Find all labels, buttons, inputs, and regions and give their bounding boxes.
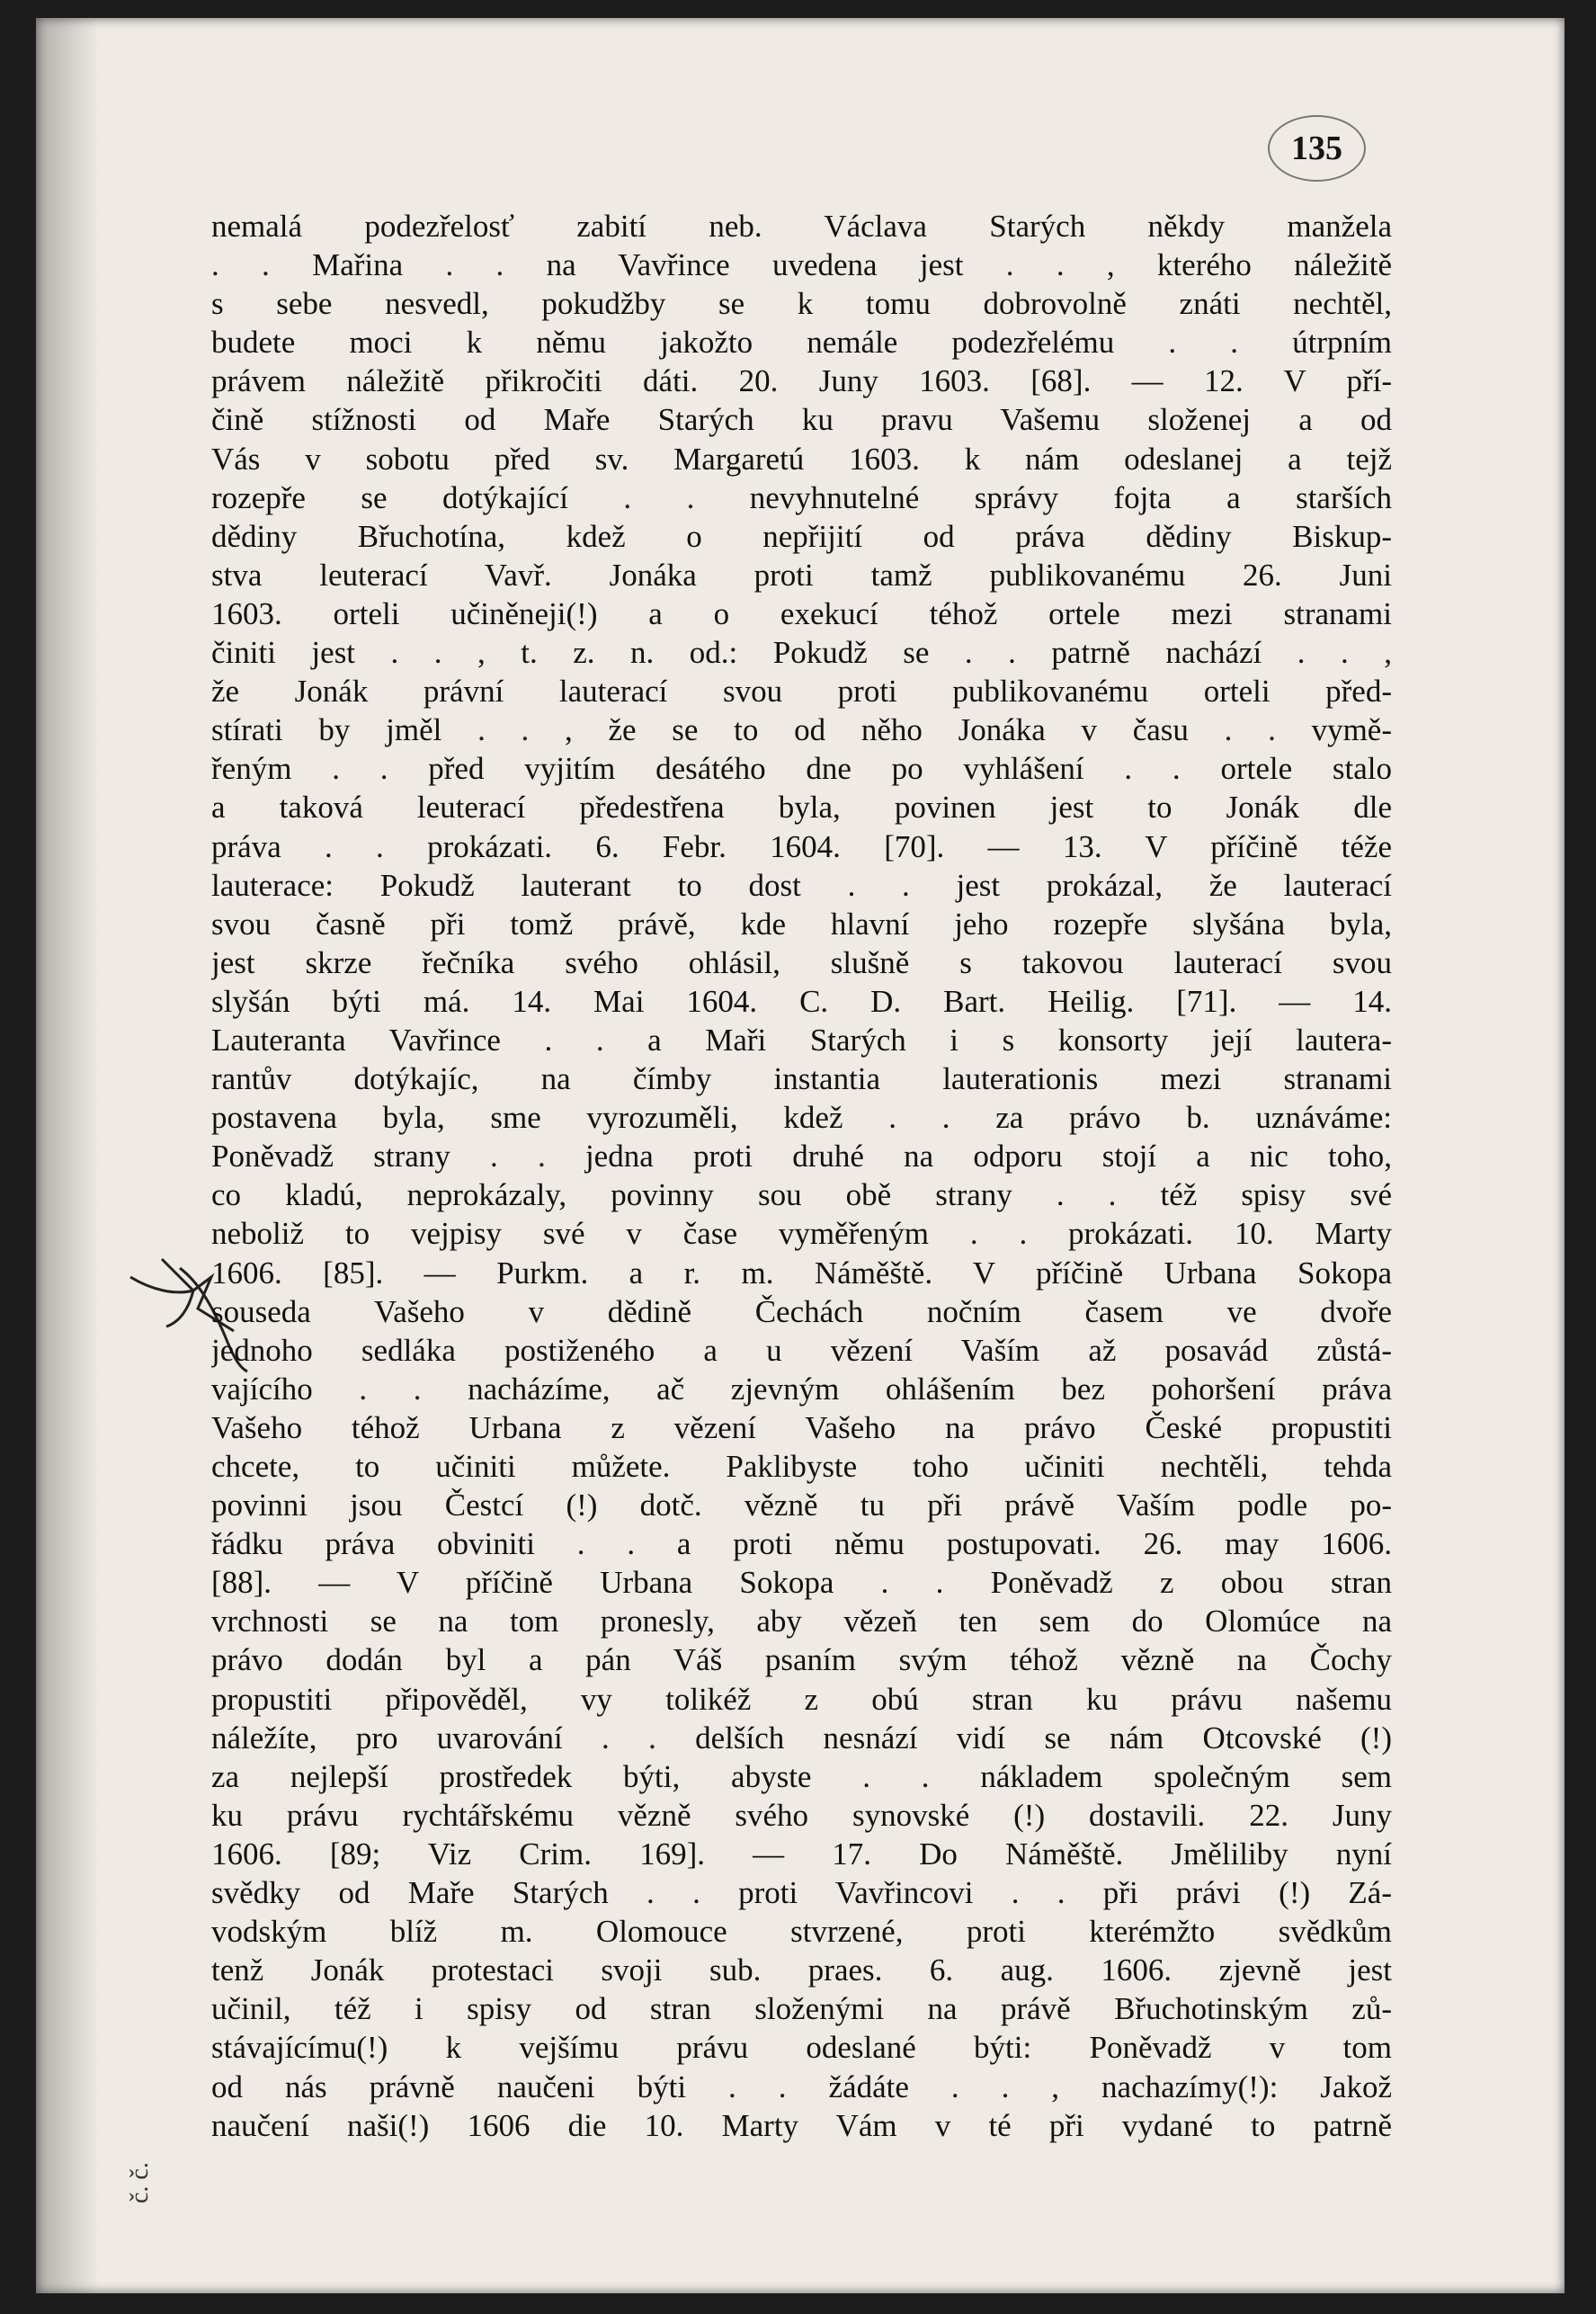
text-line: budete moci k němu jakožto nemále podezřelému . . útrpním xyxy=(211,325,1392,361)
text-line: neboliž to vejpisy své v čase vyměřeným . . prokázati. 10. Marty xyxy=(211,1216,1392,1252)
text-line: slyšán býti má. 14. Mai 1604. C. D. Bart. Heilig. [71]. — 14. xyxy=(211,983,1392,1019)
text-line: svědky od Maře Starých . . proti Vavřincovi . . při právi (!) Zá- xyxy=(211,1875,1392,1911)
text-line: čině stížnosti od Maře Starých ku pravu Vašemu složenej a od xyxy=(211,402,1392,438)
text-line: činiti jest . . , t. z. n. od.: Pokudž se . . patrně nachází . . , xyxy=(211,635,1392,671)
text-line: stávajícímu(!) k vejšímu právu odeslané býti: Poněvadž v tom xyxy=(211,2030,1392,2066)
text-line: vodským blíž m. Olomouce stvrzené, proti kterémžto svědkům xyxy=(211,1914,1392,1950)
text-line: právem náležitě přikročiti dáti. 20. Juny 1603. [68]. — 12. V pří- xyxy=(211,363,1392,399)
text-line: jest skrze řečníka svého ohlásil, slušně s takovou lauterací svou xyxy=(211,944,1392,980)
text-line: rantův dotýkajíc, na čímby instantia lauterationis mezi stranami xyxy=(211,1061,1392,1097)
text-line: propustiti připověděl, vy tolikéž z obú stran ku právu našemu xyxy=(211,1681,1392,1717)
text-line: vrchnosti se na tom pronesly, aby vězeň ten sem do Olomúce na xyxy=(211,1604,1392,1639)
text-line: [88]. — V příčině Urbana Sokopa . . Poněvadž z obou stran xyxy=(211,1565,1392,1601)
text-line: nemalá podezřelosť zabití neb. Václava Starých někdy manžela xyxy=(211,209,1392,244)
text-line: řeným . . před vyjitím desátého dne po vyhlášení . . ortele stalo xyxy=(211,751,1392,787)
text-line: stva leuterací Vavř. Jonáka proti tamž publikovanému 26. Juni xyxy=(211,557,1392,593)
text-line: lauterace: Pokudž lauterant to dost . . jest prokázal, že lauterací xyxy=(211,867,1392,903)
text-line: s sebe nesvedl, pokudžby se k tomu dobrovolně znáti nechtěl, xyxy=(211,286,1392,322)
text-line: dědiny Břuchotína, kdež o nepřijití od práva dědiny Biskup- xyxy=(211,518,1392,554)
text-line: 1606. [89; Viz Crim. 169]. — 17. Do Náměště. Jměliliby nyní xyxy=(211,1836,1392,1872)
binding-shadow xyxy=(36,18,99,2293)
text-line: naučení naši(!) 1606 die 10. Marty Vám v té při vydané to patrně xyxy=(211,2107,1392,2143)
text-line: učinil, též i spisy od stran složenými na právě Břuchotinským zů- xyxy=(211,1991,1392,2027)
text-line: že Jonák právní lauterací svou proti publikovanému orteli před- xyxy=(211,674,1392,710)
text-line: chcete, to učiniti můžete. Paklibyste toho učiniti nechtěli, tehda xyxy=(211,1449,1392,1484)
text-line: řádku práva obviniti . . a proti němu postupovati. 26. may 1606. xyxy=(211,1526,1392,1562)
text-line: svou časně při tomž právě, kde hlavní jeho rozepře slyšána byla, xyxy=(211,906,1392,942)
text-line: souseda Vašeho v dědině Čechách nočním časem ve dvoře xyxy=(211,1293,1392,1329)
text-line: Vašeho téhož Urbana z vězení Vašeho na právo České propustiti xyxy=(211,1409,1392,1445)
text-line: co kladú, neprokázaly, povinny sou obě strany . . též spisy své xyxy=(211,1177,1392,1213)
text-line: za nejlepší prostředek býti, abyste . . nákladem společným sem xyxy=(211,1758,1392,1794)
text-line: tenž Jonák protestaci svoji sub. praes. 6. aug. 1606. zjevně jest xyxy=(211,1952,1392,1988)
text-line: od nás právně naučeni býti . . žádáte . . , nachazímy(!): Jakož xyxy=(211,2068,1392,2104)
book-page xyxy=(36,18,1565,2293)
text-line: . . Mařina . . na Vavřince uvedena jest . . , kterého náležitě xyxy=(211,247,1392,283)
text-line: náležíte, pro uvarování . . delších nesnází vidí se nám Otcovské (!) xyxy=(211,1720,1392,1756)
margin-note: č. č. xyxy=(126,2162,154,2203)
text-line: povinni jsou Čestcí (!) dotč. vězně tu při právě Vaším podle po- xyxy=(211,1488,1392,1523)
text-line: ku právu rychtářskému vězně svého synovské (!) dostavili. 22. Juny xyxy=(211,1797,1392,1833)
text-line: 1603. orteli učiněneji(!) a o exekucí téhož ortele mezi stranami xyxy=(211,595,1392,631)
text-line: 1606. [85]. — Purkm. a r. m. Náměště. V příčině Urbana Sokopa xyxy=(211,1255,1392,1291)
text-line: rozepře se dotýkající . . nevyhnutelné správy fojta a starších xyxy=(211,479,1392,515)
text-line: Lauteranta Vavřince . . a Maři Starých i s konsorty její lautera- xyxy=(211,1022,1392,1058)
text-line: Poněvadž strany . . jedna proti druhé na odporu stojí a nic toho, xyxy=(211,1139,1392,1175)
text-line: jednoho sedláka postiženého a u vězení Vaším až posavád zůstá- xyxy=(211,1332,1392,1368)
body-text xyxy=(211,207,1392,2145)
page-number: 135 xyxy=(1268,115,1366,182)
text-line: práva . . prokázati. 6. Febr. 1604. [70]. — 13. V příčině téže xyxy=(211,828,1392,864)
text-line: postavena byla, sme vyrozuměli, kdež . . za právo b. uznáváme: xyxy=(211,1100,1392,1136)
text-line: stírati by jměl . . , že se to od něho Jonáka v času . . vymě- xyxy=(211,712,1392,748)
text-line: Vás v sobotu před sv. Margaretú 1603. k nám odeslanej a tejž xyxy=(211,441,1392,477)
text-line: vajícího . . nacházíme, ač zjevným ohlášením bez pohoršení práva xyxy=(211,1371,1392,1407)
text-line: právo dodán byl a pán Váš psaním svým téhož vězně na Čochy xyxy=(211,1642,1392,1678)
text-line: a taková leuterací předestřena byla, povinen jest to Jonák dle xyxy=(211,790,1392,826)
